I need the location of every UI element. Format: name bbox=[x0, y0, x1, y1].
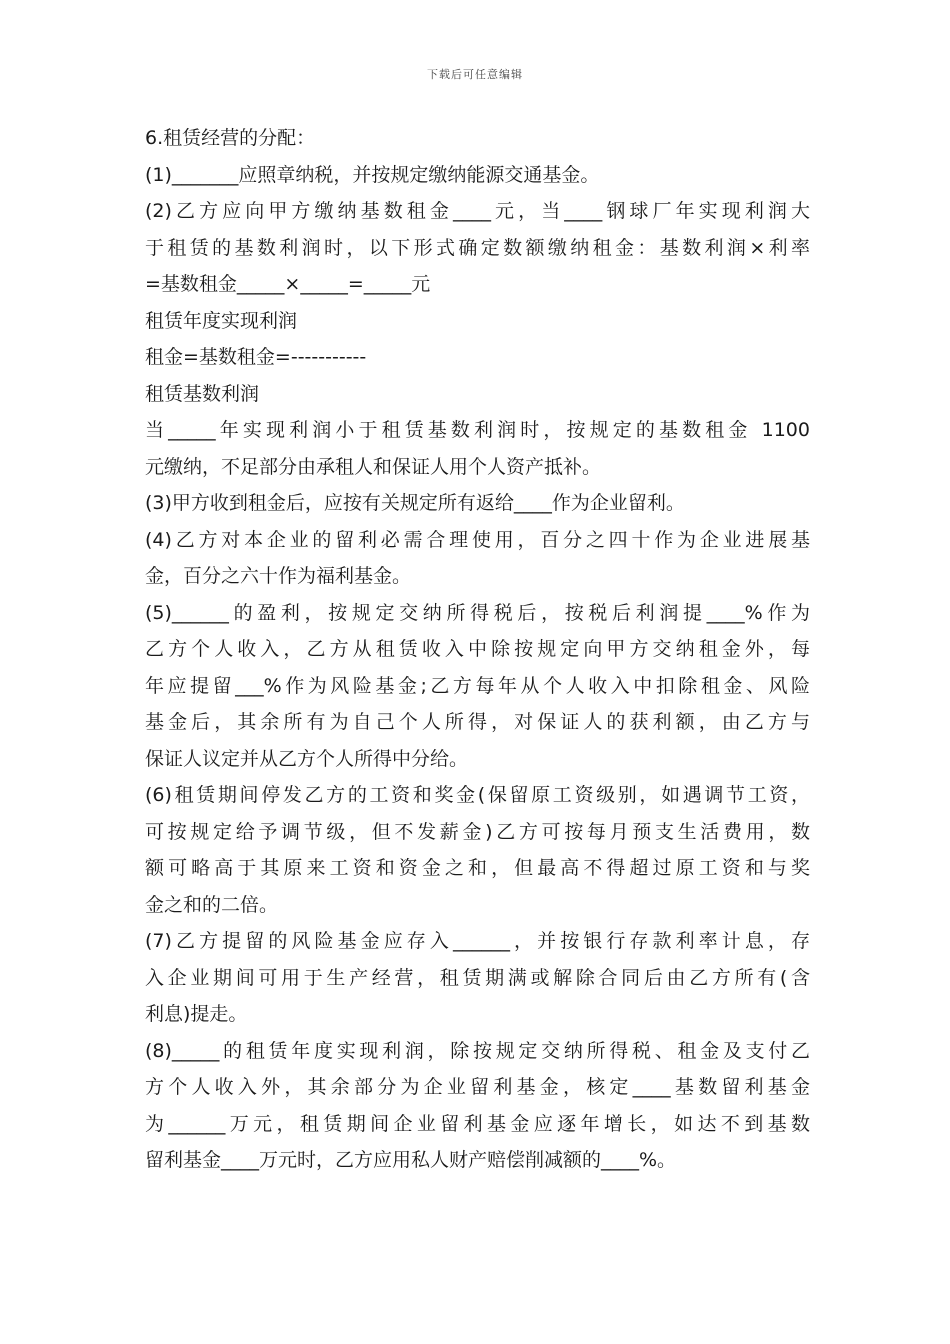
document-line: 金，百分之六十作为福利基金。 bbox=[145, 565, 412, 587]
document-line: (1)_______应照章纳税，并按规定缴纳能源交通基金。 bbox=[145, 163, 600, 186]
document-line: 为______万元，租赁期间企业留利基金应逐年增长，如达不到基数 bbox=[145, 1112, 810, 1135]
document-line: 租金=基数租金=----------- bbox=[145, 346, 367, 368]
document-line: 6.租赁经营的分配： bbox=[145, 127, 316, 149]
document-line: (6)租赁期间停发乙方的工资和奖金(保留原工资级别，如遇调节工资， bbox=[145, 784, 810, 806]
document-line: 可按规定给予调节级，但不发薪金)乙方可按每月预支生活费用，数 bbox=[145, 820, 810, 843]
document-line: 租赁年度实现利润 bbox=[145, 309, 298, 332]
document-line: 基金后，其余所有为自己个人所得，对保证人的获利额，由乙方与 bbox=[145, 711, 810, 733]
document-line: (2)乙方应向甲方缴纳基数租金____元，当____钢球厂年实现利润大 bbox=[145, 200, 810, 222]
document-line: 金之和的二倍。 bbox=[145, 893, 279, 916]
document-line: 入企业期间可用于生产经营，租赁期满或解除合同后由乙方所有(含 bbox=[145, 966, 810, 989]
document-line: (5)______的盈利，按规定交纳所得税后，按税后利润提____%作为 bbox=[145, 601, 810, 624]
document-line: (3)甲方收到租金后，应按有关规定所有返给____作为企业留利。 bbox=[145, 492, 685, 514]
document-body bbox=[145, 120, 810, 1179]
document-line: =基数租金_____×_____=_____元 bbox=[145, 273, 431, 295]
document-line: 乙方个人收入，乙方从租赁收入中除按规定向甲方交纳租金外，每 bbox=[145, 638, 810, 660]
document-line: (8)_____的租赁年度实现利润，除按规定交纳所得税、租金及支付乙 bbox=[145, 1039, 810, 1062]
document-line: 元缴纳，不足部分由承租人和保证人用个人资产抵补。 bbox=[145, 455, 602, 478]
document-line: (7)乙方提留的风险基金应存入______，并按银行存款利率计息，存 bbox=[145, 930, 810, 952]
document-line: 保证人议定并从乙方个人所得中分给。 bbox=[145, 747, 469, 770]
document-line: 租赁基数利润 bbox=[145, 382, 260, 405]
document-line: 年应提留___%作为风险基金;乙方每年从个人收入中扣除租金、风险 bbox=[145, 674, 810, 697]
document-line: (4)乙方对本企业的留利必需合理使用，百分之四十作为企业进展基 bbox=[145, 528, 810, 551]
document-line: 于租赁的基数利润时，以下形式确定数额缴纳租金：基数利润×利率 bbox=[145, 236, 810, 259]
document-line: 方个人收入外，其余部分为企业留利基金，核定____基数留利基金 bbox=[145, 1076, 810, 1098]
document-line: 当_____年实现利润小于租赁基数利润时，按规定的基数租金 1100 bbox=[145, 419, 810, 441]
document-line: 留利基金____万元时，乙方应用私人财产赔偿削减额的____%。 bbox=[145, 1149, 677, 1171]
page-header: 下载后可任意编辑 bbox=[427, 68, 523, 81]
document-line: 额可略高于其原来工资和资金之和，但最高不得超过原工资和与奖 bbox=[145, 857, 810, 879]
document-line: 利息)提走。 bbox=[145, 1003, 248, 1025]
